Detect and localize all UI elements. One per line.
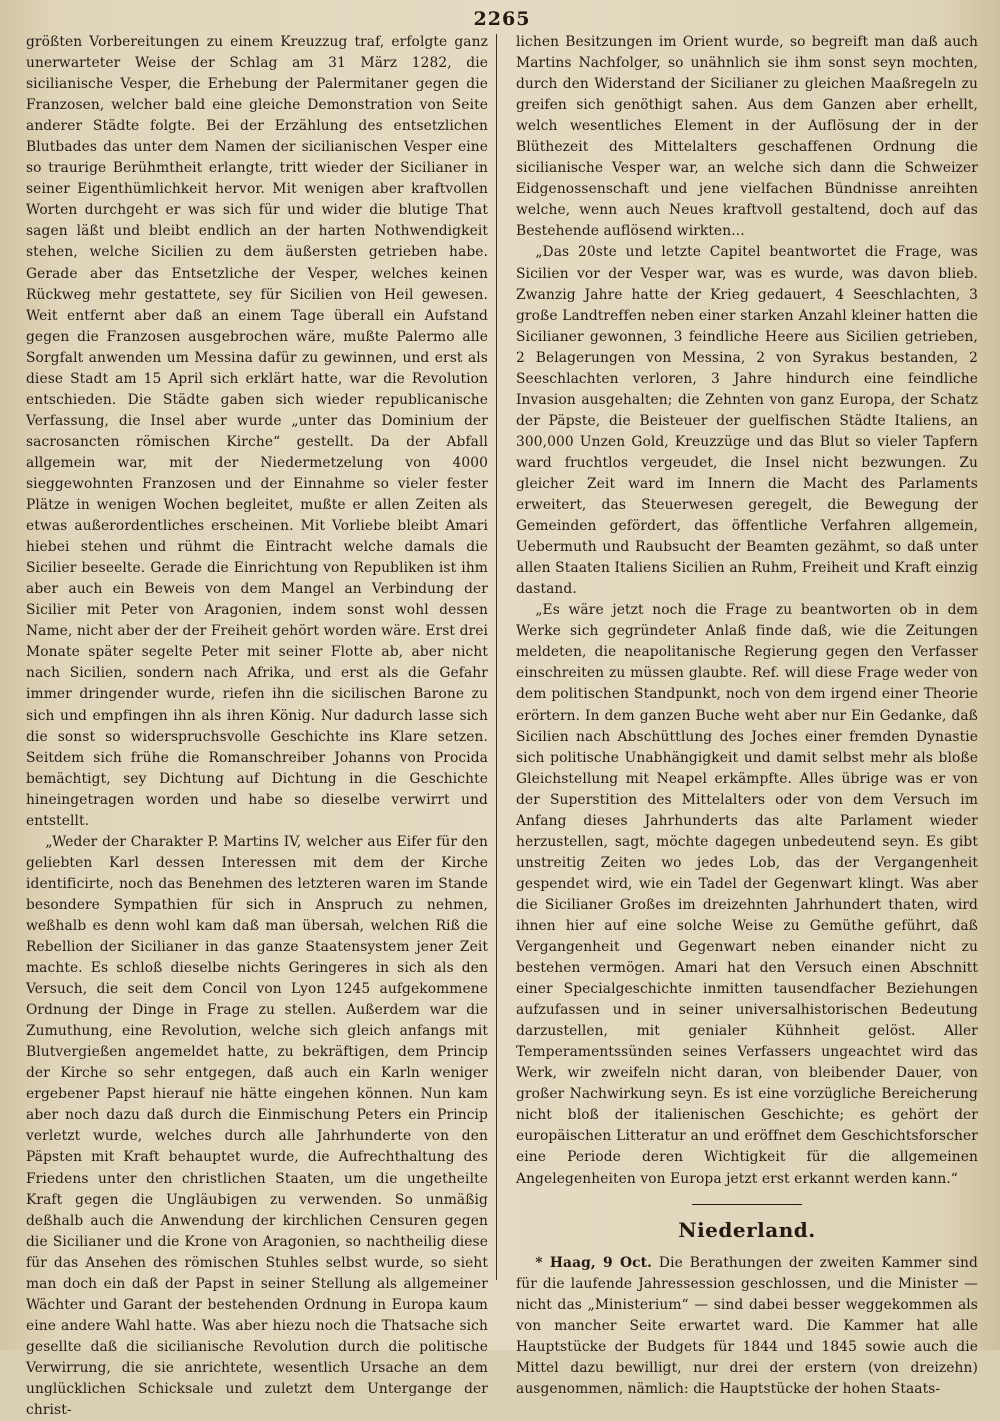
news-item (516, 1253, 978, 1400)
section-heading: Niederland. (678, 1217, 816, 1242)
left-paragraph-2: „Weder der Charakter P. Martins IV, welcher aus Eifer für den geliebten Karl dessen Interessen mit dem der Kirche identificirte, noch das Benehmen des letzteren waren im Stande besondere Sympathien für sich in Anspruch zu nehmen, weßhalb es denn wohl kam daß man übersah, welchen Riß die Rebellion der Sicilianer in das ganze Staatensystem jener Zeit machte. Es schloß dieselbe nichts Geringeres in sich als den Versuch, die seit dem Concil von Lyon 1245 aufgekommene Ordnung der Dinge in Frage zu stellen. Außerdem war die Zumuthung, eine Revolution, welche sich gleich anfangs mit Blutvergießen angemeldet hatte, zu bekräftigen, dem Princip der Kirche so sehr entgegen, daß auch ein Karln weniger ergebener Papst hierauf nie hätte eingehen können. Nun kam aber noch dazu daß durch die Einmischung Peters ein Princip verletzt wurde, welches durch alle Jahrhunderte von den Päpsten mit Kraft behauptet wurde, die Aufrechthaltung des Friedens unter den christlichen Staaten, um die ungetheilte Kraft gegen die Ungläubigen zu verwenden. So unmäßig deßhalb auch die Anwendung der kirchlichen Censuren gegen die Sicilianer und die Krone von Aragonien, so nachtheilig diese für das Ansehen des römischen Stuhles selbst wurde, so sieht man doch ein daß der Papst in seiner Stellung als allgemeiner Wächter und Garant der bestehenden Ordnung in Europa kaum eine andere Wahl hatte. Was aber hiezu noch die Thatsache sich gesellte daß die sicilianische Revolution durch die politische Verwirrung, die sie anrichtete, wesentlich Ursache an dem unglücklichen Schicksale und zuletzt dem Untergange der christ- (26, 833, 488, 1419)
right-paragraph-2: „Das 20ste und letzte Capitel beantwortet die Frage, was Sicilien vor der Vesper war, was es wurde, was davon blieb. Zwanzig Jahre hatte der Krieg gedauert, 4 Seeschlachten, 3 große Landtreffen neben einer starken Anzahl kleiner hatten die Sicilianer gewonnen, 3 feindliche Heere aus Sicilien getrieben, 2 Belagerungen von Messina, 2 von Syrakus bestanden, 2 Seeschlachten verloren, 3 Jahre hindurch eine feindliche Invasion ausgehalten; die Zehnten von ganz Europa, der Schatz der Päpste, die Beisteuer der guelfischen Städte Italiens, an 300,000 Unzen Gold, Kreuzzüge und das Blut so vieler Tapfern ward fruchtlos vergeudet, die Insel nicht bezwungen. Zu gleicher Zeit ward im Innern die Macht des Parlaments erweitert, das Steuerwesen geregelt, die Bewegung der Gemeinden gefördert, das öffentliche Verfahren allgemein, Uebermuth und Raubsucht der Beamten gezähmt, so daß unter allen Staaten Italiens Sicilien an Ruhm, Freiheit und Kraft einzig dastand. (516, 244, 978, 598)
news-dateline: * Haag, 9 Oct. (535, 1254, 653, 1271)
right-paragraph-1: lichen Besitzungen im Orient wurde, so begreift man daß auch Martins Nachfolger, so unähnlich sie ihm sonst seyn mochten, durch den Widerstand der Sicilianer zu gleichen Maaßregeln zu greifen sich genöthigt sahen. Aus dem Ganzen aber erhellt, welch wesentliches Element in der Auflösung der in der Blüthezeit des Mittelalters geschaffenen Ordnung die sicilianische Vesper war, an welche sich dann die Schweizer Eidgenossenschaft und jene vielfachen Bündnisse anreihten welche, wenn auch Neues kraftvoll gestaltend, doch auf das Bestehende auflösend wirkten... (516, 34, 978, 240)
left-column (26, 32, 488, 1419)
right-paragraph-3: „Es wäre jetzt noch die Frage zu beantworten ob in dem Werke sich gegründeter Anlaß finde daß, wie die Zeitungen meldeten, die neapolitanische Regierung gegen den Verfasser einschreiten zu müssen glaubte. Ref. will diese Frage weder von dem politischen Standpunkt, noch von dem irgend einer Theorie erörtern. In dem ganzen Buche weht aber nur Ein Gedanke, daß Sicilien nach Abschüttlung des Joches einer fremden Dynastie sich politische Unabhängigkeit und damit selbst mehr als bloße Gleichstellung mit Neapel erkämpfte. Alles übrige was er von der Superstition des Mittelalters oder von dem Versuch im Anfang dieses Jahrhunderts das alte Parlament wieder herzustellen, sagt, möchte dagegen unbedeutend seyn. Es gibt unstreitig Zeiten wo jedes Lob, das der Vergangenheit gespendet wird, wie ein Tadel der Gegenwart klingt. Was aber die Sicilianer Großes im dreizehnten Jahrhundert thaten, wird ihnen hier auf eine solche Weise zu Gemüthe geführt, daß Vergangenheit und Gegenwart neben einander nicht zu bestehen vermögen. Amari hat den Versuch einen Abschnitt einer Specialgeschichte inmitten tausendfacher Beziehungen aufzufassen und in seiner universalhistorischen Bedeutung darzustellen, mit genialer Kühnheit gelöst. Aller Temperamentssünden seines Verfassers ungeachtet wird das Werk, wir zweifeln nicht daran, von bleibender Dauer, von großer Nachwirkung seyn. Es ist eine vorzügliche Bereicherung nicht bloß der italienischen Geschichte; es gehört der europäischen Litteratur an und eröffnet dem Geschichtsforscher eine Periode deren Wichtigkeit für die allgemeinen Angelegenheiten von Europa jetzt erst erkannt werden kann.“ (516, 602, 978, 1187)
section-divider (692, 1204, 802, 1205)
right-column (516, 32, 978, 1397)
news-text: Die Berathungen der zweiten Kammer sind für die laufende Jahressession geschlossen, und die Minister — nicht das „Ministerium“ — sind dabei besser weggekommen als von mancher Seite erwartet ward. Die Kammer hat alle Hauptstücke der Budgets für 1844 und 1845 sowie auch die Mittel dazu bewilligt, nur drei der erstern (von dreizehn) ausgenommen, nämlich: die Hauptstücke der hohen Staats- (516, 1254, 978, 1397)
left-paragraph-1: größten Vorbereitungen zu einem Kreuzzug traf, erfolgte ganz unerwarteter Weise der Schlag am 31 März 1282, die sicilianische Vesper, die Erhebung der Palermitaner gegen die Franzosen, welcher bald eine gleiche Demonstration von Seite anderer Städte folgte. Bei der Erzählung des entsetzlichen Blutbades das unter dem Namen der sicilianischen Vesper eine so traurige Berühmtheit erlangte, tritt wieder der Sicilianer in seiner Eigenthümlichkeit hervor. Mit wenigen aber kraftvollen Worten durchgeht er was sich für und wider die blutige That sagen läßt und bleibt endlich an der harten Nothwendigkeit stehen, welche Sicilien zu dem äußersten getrieben habe. Gerade aber das Entsetzliche der Vesper, welches keinen Rückweg mehr gestattete, sey für Sicilien von Heil gewesen. Weit entfernt aber daß an einem Tage überall ein Aufstand gegen die Franzosen ausgebrochen wäre, mußte Palermo alle Sorgfalt anwenden um Messina dafür zu gewinnen, und erst als diese Stadt am 15 April sich erklärt hatte, war die Revolution entschieden. Die Städte gaben sich wieder republicanische Verfassung, die Insel aber wurde „unter das Dominium der sacrosancten römischen Kirche“ gestellt. Da der Abfall allgemein war, mit der Niedermetzelung von 4000 sieggewohnten Franzosen und der Einnahme so vieler fester Plätze in wenigen Wochen begleitet, mußte er allen Zeiten als etwas außerordentliches erscheinen. Mit Vorliebe bleibt Amari hiebei stehen und rühmt die Eintracht welche damals die Sicilier beseelte. Gerade die Einrichtung von Republiken ist ihm aber auch ein Beweis von dem Mangel an Verbindung der Sicilier mit Peter von Aragonien, indem sonst wohl dessen Name, nicht aber der der Freiheit gehört worden wäre. Erst drei Monate später segelte Peter mit seiner Flotte ab, aber nicht nach Sicilien, sondern nach Afrika, und erst als die Gefahr immer dringender wurde, riefen ihn die sicilischen Barone zu sich und empfingen ihn als ihren König. Nur dadurch lasse sich die sonst so widerspruchsvolle Geschichte ins Klare setzen. Seitdem sich frühe die Romanschreiber Johanns von Procida bemächtigt, sey Dichtung auf Dichtung in die Geschichte hineingetragen worden und habe so dieselbe verwirrt und entstellt. (26, 34, 488, 829)
page-number: 2265 (473, 8, 531, 30)
text-columns (26, 32, 978, 1419)
column-divider-rule (496, 34, 497, 1280)
